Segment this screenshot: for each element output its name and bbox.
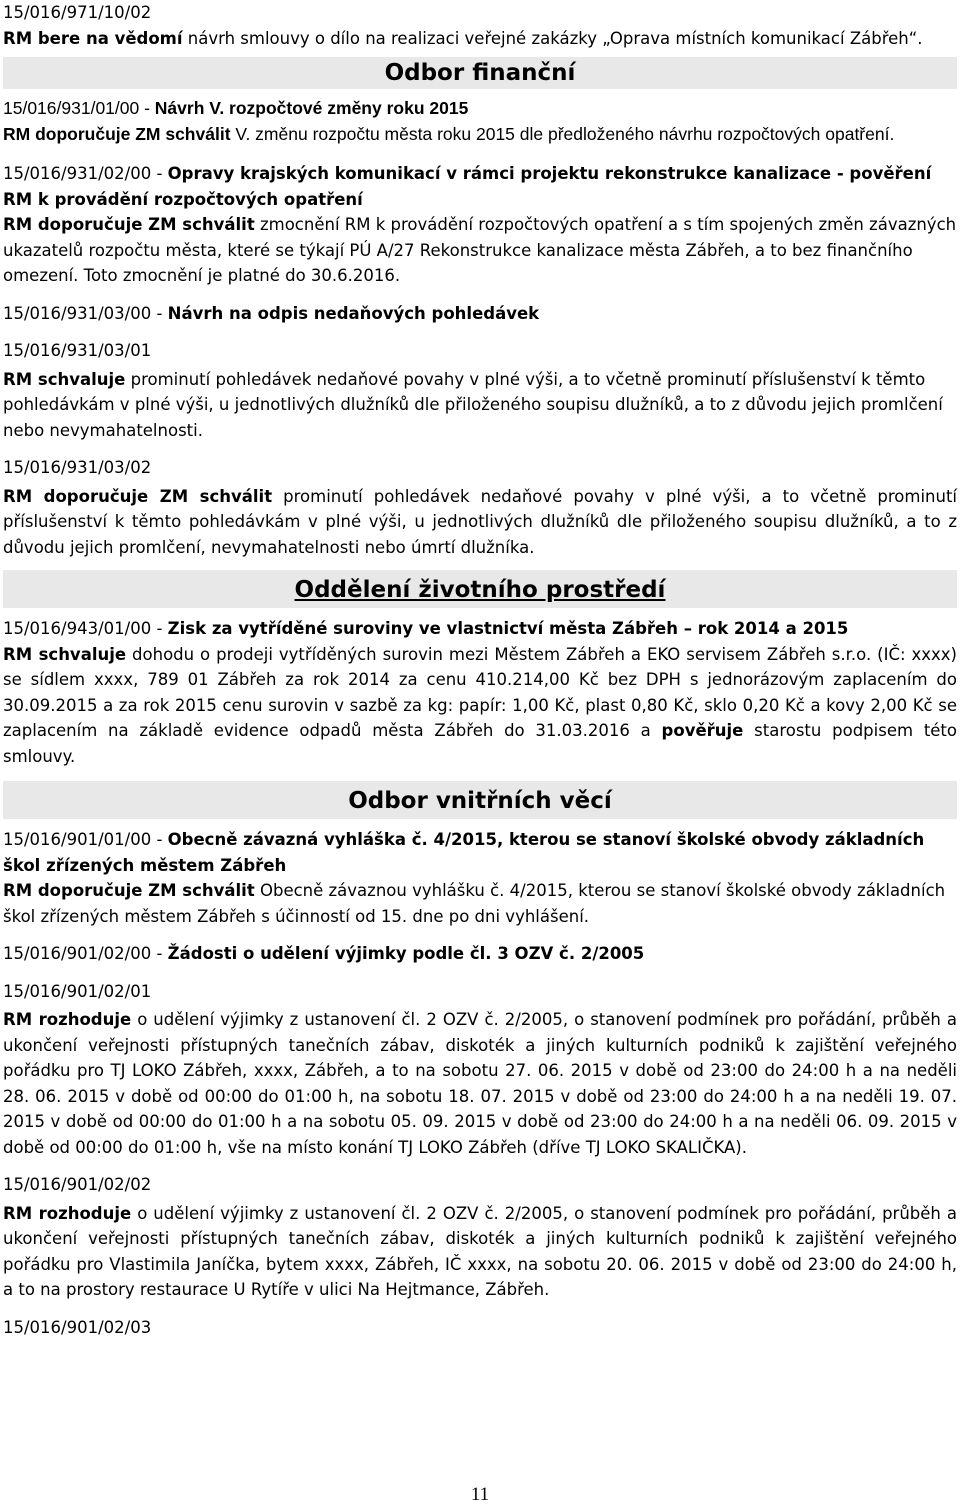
item-heading: 15/016/931/02/00 - Opravy krajských komunikací v rámci projektu rekonstrukce kanalizace - pověření RM k provádění rozpočtových opatření xyxy=(3,164,932,209)
page-number: 11 xyxy=(470,1484,490,1505)
resolution-text: RM rozhoduje o udělení výjimky z ustanovení čl. 2 OZV č. 2/2005, o stanovení podmínek pro pořádání, průběh a ukončení veřejnosti přístupných tanečních zábav, diskoték a jiných kulturních podniků k zajištění veřejného pořádku pro Vlastimila Janíčka, bytem xxxx, Zábřeh, IČ xxxx, na sobotu 20. 06. 2015 v době od 23:00 do 24:00 h, a to na prostory restaurace U Rytíře v ulici Na Hejtmance, Zábřeh. xyxy=(3,1203,957,1299)
item-code: 15/016/971/10/02 xyxy=(3,3,152,22)
resolution-text: RM rozhoduje o udělení výjimky z ustanovení čl. 2 OZV č. 2/2005, o stanovení podmínek pro pořádání, průběh a ukončení veřejnosti přístupných tanečních zábav, diskoték a jiných kulturních podniků k zajištění veřejného pořádku pro TJ LOKO Zábřeh, xxxx, Zábřeh, a to na sobotu 27. 06. 2015 v době od 23:00 do 24:00 h a na neděli 28. 06. 2015 v době od 00:00 do 01:00 h, na sobotu 18. 07. 2015 v době od 23:00 do 24:00 h a na neděli 19. 07. 2015 v době od 00:00 do 01:00 h a na sobotu 05. 09. 2015 v době od 23:00 do 24:00 h a na neděli 06. 09. 2015 v době od 00:00 do 01:00 h, vše na místo konání TJ LOKO Zábřeh (dříve TJ LOKO SKALIČKA). xyxy=(3,1010,957,1157)
resolution-text: RM schvaluje dohodu o prodeji vytříděných surovin mezi Městem Zábřeh a EKO servisem Zábřeh s.r.o. (IČ: xxxx) se sídlem xxxx, 789 01 Zábřeh za rok 2014 za cenu 410.214,00 Kč bez DPH s jednorázovým zaplacením do 30.09.2015 a za rok 2015 cenu surovin v sazbě za kg: papír: 1,00 Kč, plast 0,80 Kč, sklo 0,20 Kč a kovy 2,00 Kč se zaplacením na základě evidence odpadů města Zábřeh do 31.03.2016 a pověřuje starostu podpisem této smlouvy. xyxy=(3,644,958,766)
section-heading-zivotni: Oddělení životního prostředí xyxy=(3,570,957,608)
resolution-text: RM doporučuje ZM schválit Obecně závaznou vyhlášku č. 4/2015, kterou se stanoví školské obvody základních škol zřízených městem Zábřeh s účinností od 15. dne po dni vyhlášení. xyxy=(3,881,946,926)
document-page xyxy=(3,0,957,1340)
resolution-text: RM doporučuje ZM schválit V. změnu rozpočtu města roku 2015 dle předloženého návrhu rozpočtových opatření. xyxy=(3,124,895,144)
item-code: 15/016/931/03/01 xyxy=(3,341,152,360)
item-heading: 15/016/901/02/00 - Žádosti o udělení výjimky podle čl. 3 OZV č. 2/2005 xyxy=(3,944,645,963)
item-code: 15/016/901/02/03 xyxy=(3,1317,152,1337)
resolution-text: RM bere na vědomí návrh smlouvy o dílo na realizaci veřejné zakázky „Oprava místních komunikací Zábřeh“. xyxy=(3,28,923,48)
item-code: 15/016/901/02/02 xyxy=(3,1175,152,1194)
item-heading: 15/016/943/01/00 - Zisk za vytříděné suroviny ve vlastnictví města Zábřeh – rok 2014 a 2015 xyxy=(3,619,849,638)
item-code: 15/016/931/03/02 xyxy=(3,458,152,477)
item-heading: 15/016/931/03/00 - Návrh na odpis nedaňových pohledávek xyxy=(3,303,540,323)
item-heading: 15/016/901/01/00 - Obecně závazná vyhláška č. 4/2015, kterou se stanoví školské obvody základních škol zřízených městem Zábřeh xyxy=(3,830,925,875)
item-heading: 15/016/931/01/00 - Návrh V. rozpočtové změny roku 2015 xyxy=(3,98,469,118)
section-heading-financni: Odbor finanční xyxy=(3,57,957,89)
item-code: 15/016/901/02/01 xyxy=(3,981,152,1001)
section-heading-vnitrni: Odbor vnitřních věcí xyxy=(3,781,957,819)
resolution-text: RM schvaluje prominutí pohledávek nedaňové povahy v plné výši, a to včetně prominutí příslušenství k těmto pohledávkám v plné výši, u jednotlivých dlužníků dle přiloženého soupisu dlužníků, a to z důvodu jejich promlčení nebo nevymahatelnosti. xyxy=(3,369,943,440)
resolution-text: RM doporučuje ZM schválit prominutí pohledávek nedaňové povahy v plné výši, a to včetně prominutí příslušenství k těmto pohledávkám v plné výši, u jednotlivých dlužníků dle přiloženého soupisu dlužníků, a to z důvodu jejich promlčení, nevymahatelnosti nebo úmrtí dlužníka. xyxy=(3,486,958,557)
resolution-text: RM doporučuje ZM schválit zmocnění RM k provádění rozpočtových opatření a s tím spojených změn závazných ukazatelů rozpočtu města, které se týkají PÚ A/27 Rekonstrukce kanalizace města Zábřeh, a to bez finančního omezení. Toto zmocnění je platné do 30.6.2016. xyxy=(3,215,957,285)
